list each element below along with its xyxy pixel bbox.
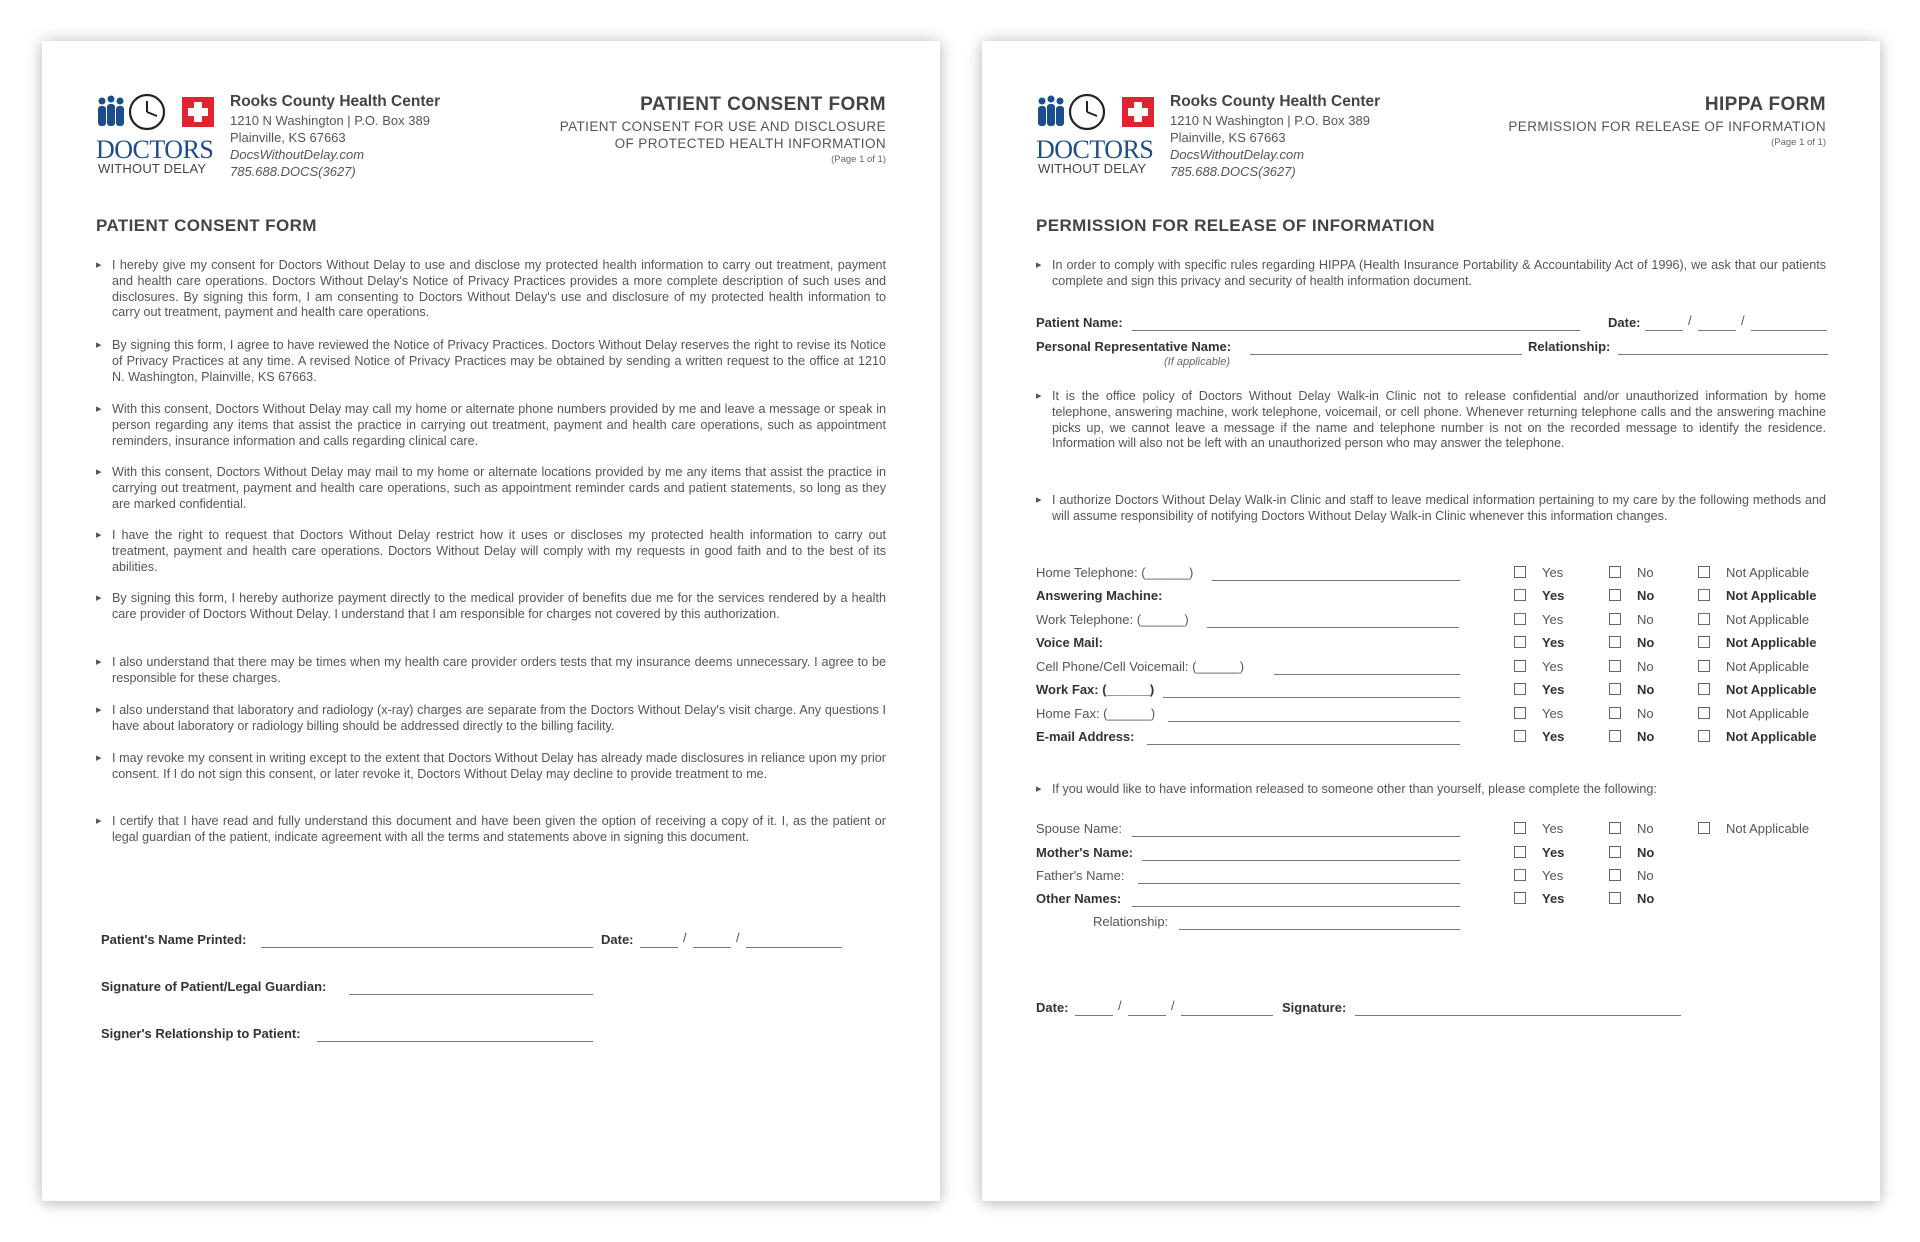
yes-checkbox[interactable] [1514,589,1526,601]
person-field[interactable] [1142,860,1460,861]
page-number: (Page 1 of 1) [831,154,886,165]
no-checkbox[interactable] [1609,683,1621,695]
no-option-label: No [1637,635,1655,650]
bottom-signature-label: Signature: [1282,1000,1347,1015]
signature-label: Signature of Patient/Legal Guardian: [101,979,327,994]
yes-option-label: Yes [1542,612,1564,627]
no-option-label: No [1637,891,1655,906]
na-option-label: Not Applicable [1726,565,1810,580]
yes-checkbox[interactable] [1514,683,1526,695]
yes-checkbox[interactable] [1514,892,1526,904]
release-note: ▸ If you would like to have information released to someone other than yourself, please complete the following: [1036,782,1826,798]
patient-name-field[interactable] [1132,330,1580,331]
yes-checkbox[interactable] [1514,566,1526,578]
clinic-phone: 785.688.DOCS(3627) [230,164,356,179]
yes-option-label: Yes [1542,729,1565,744]
na-option-label: Not Applicable [1726,682,1817,697]
relationship-label: Signer's Relationship to Patient: [101,1026,301,1041]
no-option-label: No [1637,706,1654,721]
bottom-date-label: Date: [1036,1000,1069,1015]
yes-checkbox[interactable] [1514,660,1526,672]
yes-option-label: Yes [1542,565,1564,580]
method-field[interactable] [1274,674,1460,675]
date-year-field[interactable] [1751,330,1827,331]
bottom-date-month-field[interactable] [1075,1015,1113,1016]
na-option-label: Not Applicable [1726,659,1810,674]
no-option-label: No [1637,729,1655,744]
section-heading: PERMISSION FOR RELEASE OF INFORMATION [1036,216,1435,235]
no-checkbox[interactable] [1609,730,1621,742]
method-label: E-mail Address: [1036,729,1135,744]
no-checkbox[interactable] [1609,846,1621,858]
na-option-label: Not Applicable [1726,635,1817,650]
no-checkbox[interactable] [1609,660,1621,672]
yes-option-label: Yes [1542,821,1564,836]
yes-option-label: Yes [1542,891,1565,906]
form-title-block [466,94,886,165]
no-checkbox[interactable] [1609,589,1621,601]
form-title-block [1406,94,1826,148]
consent-paragraph: ▸ I also understand that laboratory and radiology (x-ray) charges are separate from the Doctors Without Delay's visit charge. Any questions I have about laboratory or radiology billing should be addressed directly to the billing facility. [96,703,886,735]
intro-paragraph: ▸ In order to comply with specific rules regarding HIPPA (Health Insurance Portability & Accountability Act of 1996), we ask that our patients complete and sign this privacy and security of health information document. [1036,258,1826,290]
form-subtitle-line2: OF PROTECTED HEALTH INFORMATION [614,136,886,151]
na-option-label: Not Applicable [1726,588,1817,603]
consent-paragraph: ▸ I may revoke my consent in writing except to the extent that Doctors Without Delay has already made disclosures in reliance upon my prior consent. If I do not sign this consent, or later revoke it, Doctors Without Delay may decline to provide treatment to me. [96,751,886,783]
method-field[interactable] [1212,580,1460,581]
relationship-field[interactable] [1618,354,1828,355]
method-label: Home Fax: (______) [1036,706,1156,721]
logo-wordmark: DOCTORS [1036,135,1154,164]
yes-option-label: Yes [1542,706,1564,721]
date-label: Date: [1608,315,1641,330]
na-checkbox[interactable] [1698,613,1710,625]
yes-checkbox[interactable] [1514,846,1526,858]
form-subtitle: PERMISSION FOR RELEASE OF INFORMATION [1508,119,1826,134]
consent-paragraph: ▸ I have the right to request that Doctors Without Delay restrict how it uses or discloses my protected health information to carry out treatment, payment and health care operations. Doctors Without Delay will comply with my requests in good faith and to the best of its abilities. [96,528,886,575]
yes-option-label: Yes [1542,635,1565,650]
no-checkbox[interactable] [1609,869,1621,881]
yes-option-label: Yes [1542,588,1565,603]
method-label: Home Telephone: (______) [1036,565,1194,580]
no-checkbox[interactable] [1609,892,1621,904]
person-field[interactable] [1132,906,1460,907]
clinic-website: DocsWithoutDelay.com [1170,147,1305,162]
person-relationship-field[interactable] [1179,929,1460,930]
date-day-field[interactable] [1698,330,1736,331]
person-label: Spouse Name: [1036,821,1122,836]
no-checkbox[interactable] [1609,636,1621,648]
consent-paragraph: ▸ With this consent, Doctors Without Delay may mail to my home or alternate locations provided by me any items that assist the practice in carrying out treatment, payment and health care operations, such as appointment reminder cards and patient statements, so long as they are marked confidential. [96,465,886,512]
clinic-phone: 785.688.DOCS(3627) [1170,164,1296,179]
na-checkbox[interactable] [1698,707,1710,719]
consent-paragraph: ▸ I hereby give my consent for Doctors Without Delay to use and disclose my protected health information to carry out treatment, payment and health care operations. Doctors Without Delay's Notice of Privacy Practices provides a more complete description of such uses and disclosures. By signing this form, I am consenting to Doctors Without Delay's use and disclosure of my protected health information to carry out treatment, payment and health care operations. [96,258,886,321]
clinic-address-block [1170,93,1410,179]
no-checkbox[interactable] [1609,822,1621,834]
consent-paragraph: ▸ I also understand that there may be times when my health care provider orders tests that my insurance deems unnecessary. I agree to be responsible for these charges. [96,655,886,687]
bottom-date-day-field[interactable] [1128,1015,1166,1016]
rep-name-label: Personal Representative Name: [1036,339,1232,354]
yes-checkbox[interactable] [1514,869,1526,881]
person-field[interactable] [1132,836,1460,837]
section-heading: PATIENT CONSENT FORM [96,216,317,235]
clinic-street: 1210 N Washington | P.O. Box 389 [230,113,430,128]
person-relationship-label: Relationship: [1093,914,1169,929]
patient-name-printed-field[interactable] [261,947,593,948]
method-field[interactable] [1163,697,1460,698]
clinic-city: Plainville, KS 67663 [230,130,346,145]
method-label: Cell Phone/Cell Voicemail: (______) [1036,659,1245,674]
consent-paragraph: ▸ With this consent, Doctors Without Delay may call my home or alternate phone numbers provided by me and leave a message or speak in person regarding any items that assist the practice in carrying out treatment, payment and health care operations, such as appointment reminders, insurance information and calls regarding clinical care. [96,402,886,449]
clinic-city: Plainville, KS 67663 [1170,130,1286,145]
rep-name-field[interactable] [1250,354,1522,355]
na-option-label: Not Applicable [1726,729,1817,744]
method-field[interactable] [1168,721,1460,722]
logo-tagline: WITHOUT DELAY [1038,161,1147,176]
logo-wordmark: DOCTORS [96,135,214,164]
yes-checkbox[interactable] [1514,730,1526,742]
clinic-website: DocsWithoutDelay.com [230,147,365,162]
na-checkbox[interactable] [1698,589,1710,601]
date-day-field[interactable] [693,947,731,948]
relationship-label: Relationship: [1528,339,1611,354]
na-option-label: Not Applicable [1726,706,1810,721]
date-label: Date: [601,932,634,947]
form-title: PATIENT CONSENT FORM [640,94,886,115]
form-subtitle-line1: PATIENT CONSENT FOR USE AND DISCLOSURE [559,119,886,134]
na-checkbox[interactable] [1698,660,1710,672]
no-checkbox[interactable] [1609,707,1621,719]
bottom-date-year-field[interactable] [1181,1015,1273,1016]
method-field[interactable] [1147,744,1460,745]
no-checkbox[interactable] [1609,613,1621,625]
patient-name-printed-label: Patient's Name Printed: [101,932,247,947]
yes-checkbox[interactable] [1514,613,1526,625]
date-year-field[interactable] [746,947,842,948]
if-applicable-note: (If applicable) [1164,356,1231,368]
yes-option-label: Yes [1542,845,1565,860]
no-option-label: No [1637,868,1654,883]
person-label: Other Names: [1036,891,1122,906]
consent-form-page: DOCTORS WITHOUT DELAY Rooks County Health Center 1210 N Washington | P.O. Box 389 Plainville, KS 67663 DocsWithoutDelay.com 785.688.DOCS(3627) PATIENT CONSENT FORM PATIENT CONSENT FOR USE AND DISCLOSURE OF PROTECTED HEALTH INFORMATION (Page 1 of 1) PATIENT CONSENT FORM ▸ I hereby give my consent for Doctors Without Delay to use and disclose my protected health information to carry out treatment, payment and health care operations. Doctors Without Delay's Notice of Privacy Practices provides a more complete description of such uses and disclosures. By signing this form, I am consenting to Doctors Without Delay's use and disclosure of my protected health information to carry out treatment, payment and health care operations. ▸ By signing this form, I agree to have reviewed the Notice of Privacy Practices. Doctors Without Delay reserves the right to revise its Notice of Privacy Practices at any time. A revised Notice of Privacy Practices may be obtained by sending a written request to the office at 1210 N. Washington, Plainville, KS 67663. ▸ With this consent, Doctors Without Delay may call my home or alternate phone numbers provided by me and leave a message or speak in person regarding any items that assist the practice in carrying out treatment, payment and health care operations, such as appointment reminders, insurance information and calls regarding clinical care. ▸ With this consent, Doctors Without Delay may mail to my home or alternate locations provided by me any items that assist the practice in carrying out treatment, payment and health care operations, such as appointment reminder cards and patient statements, so long as they are marked confidential. ▸ I have the right to request that Doctors Without Delay restrict how it uses or discloses my protected health information to carry out treatment, payment and health care operations. Doctors Without Delay will comply with my requests in good faith and to the best of its abilities. ▸ By signing this form, I hereby authorize payment directly to the medical provider of benefits due me for the services rendered by a health care provider of Doctors Without Delay. I understand that I am responsible for charges not covered by this authorization. ▸ I also understand that there may be times when my health care provider orders tests that my insurance deems unnecessary. I agree to be responsible for these charges. ▸ I also understand that laboratory and radiology (x-ray) charges are separate from the Doctors Without Delay's visit charge. Any questions I have about laboratory or radiology billing should be addressed directly to the billing facility. ▸ I may revoke my consent in writing except to the extent that Doctors Without Delay has already made disclosures in reliance upon my prior consent. If I do not sign this consent, or later revoke it, Doctors Without Delay may decline to provide treatment to me. ▸ I certify that I have read and fully understand this document and have been given the option of receiving a copy of it. I, as the patient or legal guardian of the patient, indicate agreement with all the terms and statements above in signing this document. Patient's Name Printed: Date: / / Signature of Patient/Legal Guardian: Signer's Relationship to Patient: [42,41,940,1201]
patient-name-label: Patient Name: [1036,315,1123,330]
authorize-paragraph: ▸ I authorize Doctors Without Delay Walk-in Clinic and staff to leave medical information pertaining to my care by the following methods and will assume responsibility of notifying Doctors Without Delay Walk-in Clinic whenever this information changes. [1036,493,1826,525]
no-option-label: No [1637,565,1654,580]
yes-checkbox[interactable] [1514,707,1526,719]
clinic-address-block [230,93,470,179]
na-option-label: Not Applicable [1726,612,1810,627]
person-field[interactable] [1138,883,1460,884]
no-option-label: No [1637,659,1654,674]
method-label: Voice Mail: [1036,635,1103,650]
form-title: HIPPA FORM [1704,94,1826,115]
no-option-label: No [1637,821,1654,836]
consent-paragraph: ▸ By signing this form, I agree to have reviewed the Notice of Privacy Practices. Doctors Without Delay reserves the right to revise its Notice of Privacy Practices at any time. A revised Notice of Privacy Practices may be obtained by sending a written request to the office at 1210 N. Washington, Plainville, KS 67663. [96,338,886,385]
no-option-label: No [1637,682,1655,697]
no-option-label: No [1637,588,1655,603]
na-checkbox[interactable] [1698,636,1710,648]
policy-paragraph: ▸ It is the office policy of Doctors Without Delay Walk-in Clinic not to release confidential and/or unauthorized information by home telephone, answering machine, work telephone, voicemail, or cell phone. Whenever returning telephone calls and the answering machine picks up, we cannot leave a message if the name and telephone number is not on the recorded message to identify the residence. Information will also not be left with an unauthorized person who may answer the telephone. [1036,389,1826,452]
na-checkbox[interactable] [1698,683,1710,695]
method-label: Work Telephone: (______) [1036,612,1189,627]
relationship-field[interactable] [317,1041,593,1042]
method-label: Work Fax: (______) [1036,682,1155,697]
date-month-field[interactable] [640,947,678,948]
clinic-street: 1210 N Washington | P.O. Box 389 [1170,113,1370,128]
hipaa-form-page: DOCTORS WITHOUT DELAY Rooks County Health Center 1210 N Washington | P.O. Box 389 Plainville, KS 67663 DocsWithoutDelay.com 785.688.DOCS(3627) HIPPA FORM PERMISSION FOR RELEASE OF INFORMATION (Page 1 of 1) PERMISSION FOR RELEASE OF INFORMATION ▸ In order to comply with specific rules regarding HIPPA (Health Insurance Portability & Accountability Act of 1996), we ask that our patients complete and sign this privacy and security of health information document. Patient Name: Date: / / Personal Representative Name: (If applicable) Relationship: ▸ It is the office policy of Doctors Without Delay Walk-in Clinic not to release confidential and/or unauthorized information by home telephone, answering machine, work telephone, voicemail, or cell phone. Whenever returning telephone calls and the answering machine picks up, we cannot leave a message if the name and telephone number is not on the recorded message to identify the residence. Information will also not be left with an unauthorized person who may answer the telephone. ▸ I authorize Doctors Without Delay Walk-in Clinic and staff to leave medical information pertaining to my care by the following methods and will assume responsibility of notifying Doctors Without Delay Walk-in Clinic whenever this information changes. Home Telephone: (______) Yes No Not Applicable Answering Machine: Yes No Not Applicable Work Telephone: (______) Yes No Not Applicable Voice Mail: Yes No Not Applicable Cell Phone/Cell Voicemail: (______) Yes No Not Applicable Work Fax: (______) Yes No Not Applicable Home Fax: (______) Yes No Not Applicable E-mail Address: Yes No Not Applicable ▸ If you would like to have information released to someone other than yourself, please complete the following: Spouse Name: Yes No Not Applicable Mother's Name: Yes No Father's Name: Yes No Other Names: Yes No Relationship: Date: / / Signature: [982,41,1880,1201]
na-checkbox[interactable] [1698,822,1710,834]
yes-option-label: Yes [1542,868,1564,883]
consent-paragraph: ▸ I certify that I have read and fully understand this document and have been given the option of receiving a copy of it. I, as the patient or legal guardian of the patient, indicate agreement with all the terms and statements above in signing this document. [96,814,886,846]
date-month-field[interactable] [1645,330,1683,331]
no-option-label: No [1637,612,1654,627]
clinic-name: Rooks County Health Center [1170,93,1381,110]
yes-checkbox[interactable] [1514,822,1526,834]
bottom-signature-field[interactable] [1355,1015,1681,1016]
person-label: Father's Name: [1036,868,1125,883]
signature-field[interactable] [349,994,593,995]
no-option-label: No [1637,845,1655,860]
no-checkbox[interactable] [1609,566,1621,578]
logo-tagline: WITHOUT DELAY [98,161,207,176]
method-label: Answering Machine: [1036,588,1163,603]
na-checkbox[interactable] [1698,730,1710,742]
clinic-name: Rooks County Health Center [230,93,441,110]
page-number: (Page 1 of 1) [1771,137,1826,148]
yes-option-label: Yes [1542,659,1564,674]
method-field[interactable] [1207,627,1459,628]
person-label: Mother's Name: [1036,845,1133,860]
consent-paragraph: ▸ By signing this form, I hereby authorize payment directly to the medical provider of benefits due me for the services rendered by a health care provider of Doctors Without Delay. I understand that I am responsible for charges not covered by this authorization. [96,591,886,623]
na-option-label: Not Applicable [1726,821,1810,836]
yes-checkbox[interactable] [1514,636,1526,648]
yes-option-label: Yes [1542,682,1565,697]
na-checkbox[interactable] [1698,566,1710,578]
